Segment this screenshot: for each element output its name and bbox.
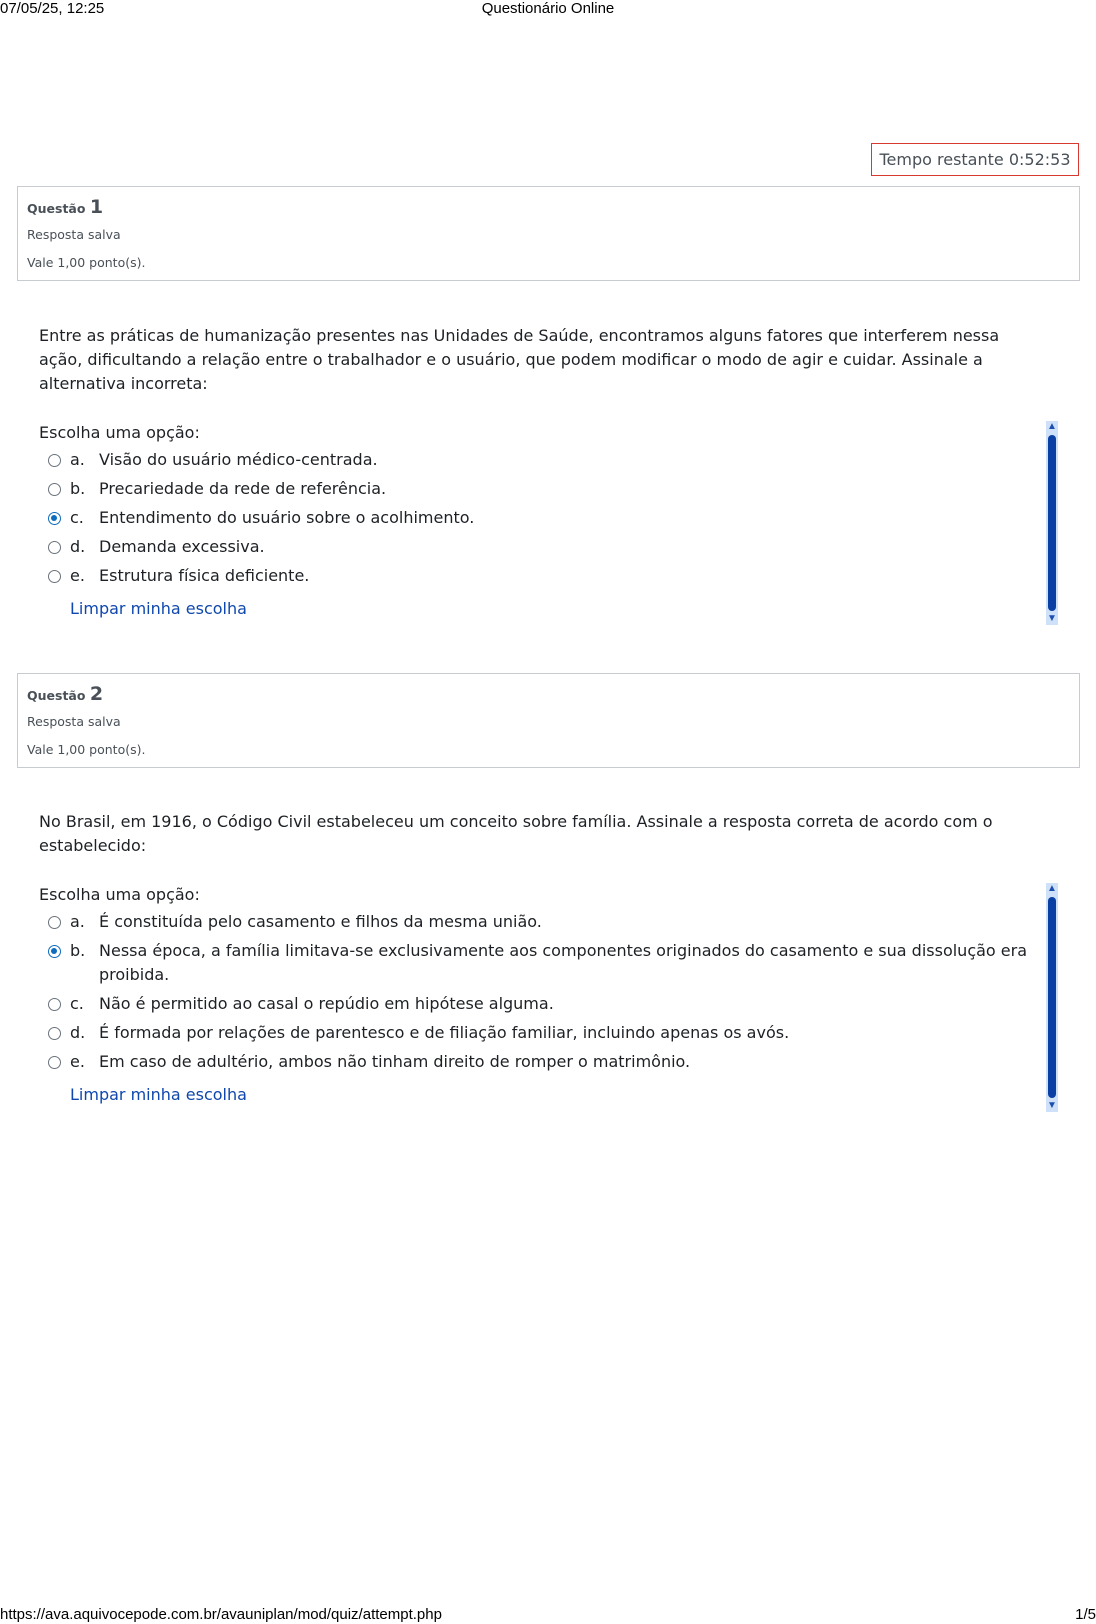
radio-button[interactable] bbox=[48, 1027, 61, 1040]
radio-button[interactable] bbox=[48, 541, 61, 554]
question-2-scrollbar[interactable] bbox=[1046, 883, 1058, 1112]
answer-letter: e. bbox=[70, 566, 85, 585]
answer-letter: b. bbox=[70, 941, 86, 960]
question-state: Resposta salva bbox=[27, 227, 121, 242]
answer-letter: c. bbox=[70, 508, 84, 527]
answer-letter: d. bbox=[70, 1023, 86, 1042]
radio-button-selected[interactable] bbox=[48, 945, 61, 958]
question-state: Resposta salva bbox=[27, 714, 121, 729]
scroll-down-arrow-icon[interactable]: ▼ bbox=[1047, 613, 1057, 624]
question-number: Questão 2 bbox=[27, 683, 104, 705]
print-header bbox=[0, 0, 1096, 18]
question-number: Questão 1 bbox=[27, 196, 104, 218]
print-url: https://ava.aquivocepode.com.br/avauniplan/mod/quiz/attempt.php bbox=[0, 1606, 442, 1623]
print-footer bbox=[0, 1606, 1096, 1624]
question-1-scrollbar[interactable] bbox=[1046, 421, 1058, 625]
print-date: 07/05/25, 12:25 bbox=[0, 0, 105, 17]
answer-letter: a. bbox=[70, 450, 85, 469]
answer-text: Entendimento do usuário sobre o acolhimento. bbox=[99, 508, 475, 527]
time-remaining-timer: Tempo restante 0:52:53 bbox=[871, 143, 1079, 176]
radio-button[interactable] bbox=[48, 483, 61, 496]
question-2-answers bbox=[48, 910, 1033, 1079]
question-2-text: No Brasil, em 1916, o Código Civil estabeleceu um conceito sobre família. Assinale a resposta correta de acordo com o estabelecido: bbox=[39, 812, 993, 855]
scroll-up-arrow-icon[interactable]: ▲ bbox=[1047, 883, 1057, 894]
question-grade: Vale 1,00 ponto(s). bbox=[27, 742, 146, 757]
answer-text: Em caso de adultério, ambos não tinham direito de romper o matrimônio. bbox=[99, 1052, 691, 1071]
answer-text: Visão do usuário médico-centrada. bbox=[99, 450, 378, 469]
answer-option[interactable] bbox=[48, 1050, 1033, 1079]
scroll-down-arrow-icon[interactable]: ▼ bbox=[1047, 1100, 1057, 1111]
answer-text: Precariedade da rede de referência. bbox=[99, 479, 387, 498]
answer-option[interactable] bbox=[48, 910, 1033, 939]
question-1-text: Entre as práticas de humanização presentes nas Unidades de Saúde, encontramos alguns fatores que interferem nessa ação, dificultando a relação entre o trabalhador e o usuário, que podem modificar o modo de agir e cuidar. Assinale a alternativa incorreta: bbox=[39, 326, 1000, 393]
answer-option[interactable] bbox=[48, 535, 1033, 564]
answer-option[interactable] bbox=[48, 992, 1033, 1021]
answer-text: Não é permitido ao casal o repúdio em hipótese alguma. bbox=[99, 994, 554, 1013]
answer-letter: d. bbox=[70, 537, 86, 556]
radio-button[interactable] bbox=[48, 570, 61, 583]
answer-option[interactable] bbox=[48, 1021, 1033, 1050]
answer-option[interactable] bbox=[48, 939, 1033, 992]
radio-button-selected[interactable] bbox=[48, 512, 61, 525]
answer-letter: b. bbox=[70, 479, 86, 498]
clear-choice-link[interactable]: Limpar minha escolha bbox=[70, 599, 247, 618]
scroll-thumb[interactable] bbox=[1048, 435, 1056, 611]
answer-text: É formada por relações de parentesco e de filiação familiar, incluindo apenas os avós. bbox=[99, 1023, 790, 1042]
scroll-up-arrow-icon[interactable]: ▲ bbox=[1047, 421, 1057, 432]
answer-text: Nessa época, a família limitava-se exclusivamente aos componentes originados do casamento e sua dissolução era proibida. bbox=[99, 941, 1028, 984]
print-page-number: 1/5 bbox=[1075, 1606, 1096, 1623]
question-1-answers bbox=[48, 448, 1033, 593]
question-1-prompt: Escolha uma opção: bbox=[39, 423, 200, 442]
radio-button[interactable] bbox=[48, 1056, 61, 1069]
question-1-info bbox=[17, 186, 1080, 281]
clear-choice-link[interactable]: Limpar minha escolha bbox=[70, 1085, 247, 1104]
answer-option[interactable] bbox=[48, 506, 1033, 535]
answer-option[interactable] bbox=[48, 477, 1033, 506]
radio-button[interactable] bbox=[48, 454, 61, 467]
question-2-prompt: Escolha uma opção: bbox=[39, 885, 200, 904]
answer-text: Demanda excessiva. bbox=[99, 537, 265, 556]
radio-button[interactable] bbox=[48, 998, 61, 1011]
answer-letter: e. bbox=[70, 1052, 85, 1071]
question-2-info bbox=[17, 673, 1080, 768]
answer-letter: a. bbox=[70, 912, 85, 931]
answer-letter: c. bbox=[70, 994, 84, 1013]
scroll-thumb[interactable] bbox=[1048, 897, 1056, 1098]
question-grade: Vale 1,00 ponto(s). bbox=[27, 255, 146, 270]
answer-option[interactable] bbox=[48, 448, 1033, 477]
radio-button[interactable] bbox=[48, 916, 61, 929]
answer-option[interactable] bbox=[48, 564, 1033, 593]
print-title: Questionário Online bbox=[481, 0, 615, 17]
answer-text: É constituída pelo casamento e filhos da mesma união. bbox=[99, 912, 542, 931]
answer-text: Estrutura física deficiente. bbox=[99, 566, 310, 585]
